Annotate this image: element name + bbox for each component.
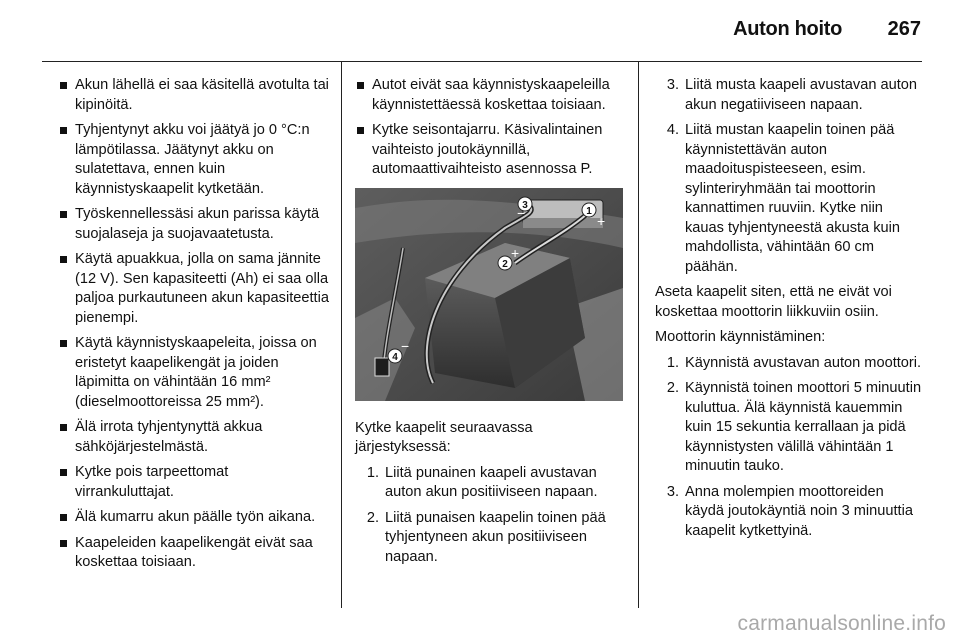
engine-start-steps: [655, 354, 925, 542]
list-item-text: Kytke seisontajarru. Käsivalintainen vaihteisto joutokäynnillä, automaattivaihteisto asennossa P.: [372, 122, 603, 177]
list-item: [58, 418, 330, 457]
step-text: Liitä mustan kaapelin toinen pää käynnistettävän auton maadoituspisteeseen, esim. sylinteriryhmään tai moottorin kannattimen ruuviin. Kytke niin kauas tyhjentyneestä akusta kuin mahdollista, vähintään 60 cm päähän.: [685, 122, 900, 275]
bullet-square-icon: [357, 82, 364, 89]
engine-bay-drawing: [355, 188, 623, 401]
column-3: [655, 76, 925, 547]
column-divider-left: [341, 62, 342, 608]
list-item: [58, 463, 330, 502]
step-number: 3.: [666, 77, 679, 93]
plus-sign-2: +: [511, 244, 520, 261]
list-item-text: Kaapeleiden kaapelikengät eivät saa koskettaa toisiaan.: [75, 534, 313, 570]
callout-1: [582, 203, 596, 217]
step-number: 4.: [666, 122, 679, 138]
list-item: [355, 121, 627, 180]
bullet-square-icon: [60, 469, 67, 476]
bullet-square-icon: [60, 540, 67, 547]
plus-sign-1: +: [597, 212, 606, 229]
minus-sign-4: −: [401, 337, 410, 354]
step-text: Liitä punaisen kaapelin toinen pää tyhjentyneen akun positiiviseen napaan.: [385, 509, 606, 565]
bullet-square-icon: [60, 514, 67, 521]
bullet-square-icon: [357, 127, 364, 134]
bullet-square-icon: [60, 127, 67, 134]
list-item: [58, 334, 330, 412]
connection-steps-continued: [655, 76, 925, 277]
column-2: [355, 76, 627, 573]
svg-text:1: 1: [586, 205, 592, 217]
list-item: [355, 464, 627, 503]
bullet-square-icon: [60, 340, 67, 347]
page-number: 267: [887, 18, 921, 40]
minus-sign-3: −: [517, 204, 526, 221]
jump-start-illustration: [355, 188, 623, 401]
list-item: [355, 76, 627, 115]
step-number: 1.: [666, 354, 679, 371]
step-number: 2.: [666, 380, 679, 396]
step-number: 3.: [666, 483, 679, 500]
bullet-square-icon: [60, 424, 67, 431]
list-item: [58, 121, 330, 199]
step-text: Liitä musta kaapeli avustavan auton akun negatiiviseen napaan.: [685, 77, 918, 113]
list-item: [655, 121, 925, 277]
list-item-text: Kytke pois tarpeettomat virrankuluttajat.: [75, 464, 229, 500]
connection-steps-list: [355, 464, 627, 568]
step-text: Käynnistä avustavan auton moottori.: [685, 354, 922, 371]
svg-text:2: 2: [502, 258, 508, 270]
callout-2: [498, 256, 512, 270]
bullet-square-icon: [60, 82, 67, 89]
list-item-text: Autot eivät saa käynnistyskaapeleilla käynnistettäessä koskettaa toisiaan.: [372, 77, 610, 113]
svg-text:3: 3: [522, 199, 528, 211]
preparation-bullet-list: [355, 76, 627, 180]
list-item: [58, 205, 330, 244]
step-text: Liitä punainen kaapeli avustavan auton akun positiiviseen napaan.: [385, 464, 598, 500]
svg-text:4: 4: [392, 351, 398, 363]
column-divider-right: [638, 62, 639, 608]
step-text: Käynnistä toinen moottori 5 minuutin kuluttua. Älä käynnistä kauemmin kuin 15 sekuntia kerrallaan ja pidä käynnistysten välillä vähintään 1 minuutin tauko.: [685, 380, 922, 474]
bullet-square-icon: [60, 211, 67, 218]
list-item: [58, 534, 330, 573]
cable-routing-note: Aseta kaapelit siten, että ne eivät voi koskettaa moottorin liikkuviin osiin.: [655, 284, 892, 320]
bullet-square-icon: [60, 256, 67, 263]
callout-4: [388, 349, 402, 363]
step-text: Anna molempien moottoreiden käydä joutokäyntiä noin 3 minuuttia kaapelit kytkettyinä.: [685, 483, 913, 539]
list-item: [355, 509, 627, 568]
list-item-text: Akun lähellä ei saa käsitellä avotulta tai kipinöitä.: [75, 77, 329, 113]
list-item: [58, 250, 330, 328]
list-item-text: Työskennellessäsi akun parissa käytä suojalaseja ja suojavaatetusta.: [75, 206, 320, 242]
site-watermark: carmanualsonline.info: [737, 612, 946, 635]
list-item: [655, 483, 925, 542]
column-1: [58, 76, 330, 579]
connection-order-intro: Kytke kaapelit seuraavassa järjestyksessä:: [355, 419, 533, 455]
list-item-text: Tyhjentynyt akku voi jäätyä jo 0 °C:n lämpötilassa. Jäätynyt akku on sulatettava, ennen kuin käynnistyskaapelit kytketään.: [75, 122, 310, 197]
header-divider: [42, 61, 922, 62]
list-item-text: Käytä käynnistyskaapeleita, joissa on eristetyt kaapelikengät ja joiden läpimitta on vähintään 16 mm² (dieselmoottoreissa 25 mm²).: [75, 335, 317, 410]
list-item: [655, 354, 925, 374]
list-item: [58, 508, 330, 528]
section-title: Auton hoito: [733, 18, 842, 40]
list-item: [58, 76, 330, 115]
list-item-text: Älä kumarru akun päälle työn aikana.: [75, 509, 316, 525]
list-item: [655, 76, 925, 115]
list-item-text: Älä irrota tyhjentynyttä akkua sähköjärjestelmästä.: [75, 419, 263, 455]
step-number: 2.: [366, 509, 379, 526]
list-item: [655, 379, 925, 477]
safety-bullet-list: [58, 76, 330, 573]
list-item-text: Käytä apuakkua, jolla on sama jännite (12 V). Sen kapasiteetti (Ah) ei saa olla paljoa purkautuneen akun kapasiteettia pienempi.: [75, 251, 329, 326]
engine-start-heading: Moottorin käynnistäminen:: [655, 329, 826, 345]
step-number: 1.: [366, 464, 379, 481]
